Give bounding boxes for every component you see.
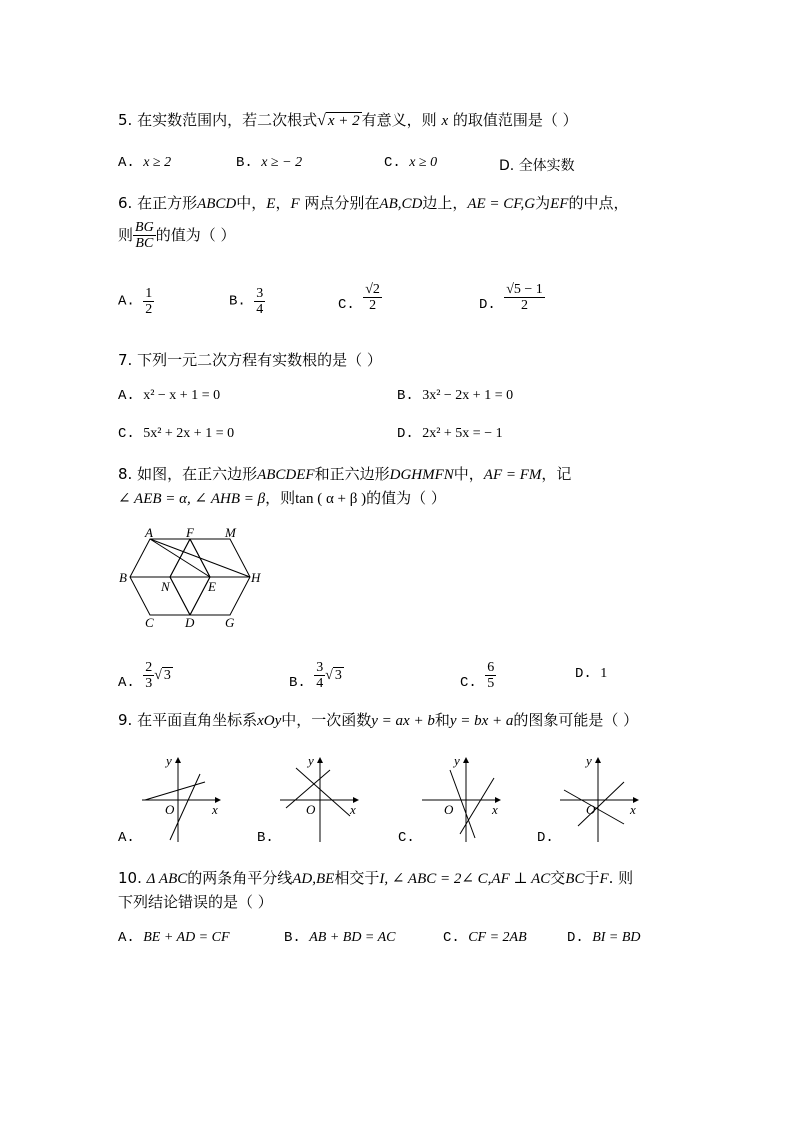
q6-frac-den: BC: [135, 236, 154, 251]
q8-option-b-label: B.: [289, 675, 306, 691]
label-f: F: [186, 525, 194, 540]
q5-option-d-label: D.: [499, 158, 515, 174]
q7-option-a-label: A.: [118, 388, 135, 404]
q6-option-a-den: 2: [145, 302, 153, 317]
y-label: y: [166, 753, 172, 768]
q6-square-name: ABCD: [197, 196, 237, 212]
q6-option-b[interactable]: [229, 286, 265, 317]
q8-stem-line2: [118, 488, 446, 509]
x-label: x: [212, 802, 218, 817]
q9-text-a: 9. 在平面直角坐标系: [118, 711, 258, 729]
q10-point-f: F: [599, 871, 609, 887]
q10-option-d-value: BI = BD: [592, 930, 641, 945]
label-b: B: [119, 570, 127, 585]
q9-graph-d: [558, 752, 648, 844]
q10-stem-line1: [118, 868, 633, 889]
q5-option-c-label: C.: [384, 155, 401, 171]
q10-option-c[interactable]: [443, 930, 527, 946]
q8-option-b-frac: [314, 660, 325, 691]
q9-graph-b: [278, 752, 368, 844]
q8-angles: ∠ AEB = α, ∠ AHB = β: [118, 491, 266, 507]
q6-point-f: F: [290, 196, 300, 212]
q10-option-a-value: BE + AD = CF: [143, 930, 230, 945]
q8-hexagon-figure: [110, 525, 270, 635]
q8-option-d[interactable]: [575, 666, 607, 682]
q6-option-b-label: B.: [229, 293, 246, 310]
q10-triangle: Δ ABC: [146, 871, 188, 887]
label-c: C: [145, 615, 154, 630]
q6-text-h: 的值为（ ）: [155, 226, 236, 244]
q9-text-c: 和: [434, 711, 450, 729]
q6-option-d-label: D.: [479, 297, 496, 313]
q5-radicand: x + 2: [327, 113, 360, 129]
segment-nd: [170, 577, 190, 615]
q8-text-e: ，则: [265, 489, 296, 507]
q8-option-c-label: C.: [460, 675, 477, 691]
label-m: M: [225, 525, 236, 540]
q10-option-c-value: CF = 2AB: [468, 930, 527, 945]
q7-option-d-label: D.: [397, 426, 414, 442]
q8-option-b-num: 3: [316, 660, 324, 675]
q7-stem: 7. 下列一元二次方程有实数根的是（ ）: [118, 351, 382, 369]
y-label: y: [308, 753, 314, 768]
q6-stem-line1: [118, 193, 628, 214]
q8-stem-line1: [118, 464, 571, 485]
q6-option-c-den: 2: [369, 298, 377, 313]
segment-de: [190, 577, 210, 615]
q6-condition: AE = CF,G: [467, 196, 536, 212]
line-2: [578, 782, 624, 826]
q6-option-d[interactable]: [479, 282, 545, 313]
q6-option-b-frac: [254, 286, 265, 317]
q8-text-a: 8. 如图，在正六边形: [118, 465, 258, 483]
q9-stem: [118, 710, 638, 731]
q8-text-b: 和正六边形: [314, 465, 390, 483]
label-a: A: [145, 525, 153, 540]
label-h: H: [251, 570, 261, 585]
q7-option-b[interactable]: [397, 388, 513, 404]
q10-text-b: 的两条角平分线: [187, 869, 293, 887]
q10-bisectors: AD,BE: [292, 871, 335, 887]
q10-stem-line2: 下列结论错误的是（ ）: [118, 893, 273, 911]
q10-option-b-label: B.: [284, 930, 301, 946]
q9-option-c[interactable]: C.: [398, 830, 415, 846]
line-2: [460, 778, 494, 834]
q6-option-d-num: √5 − 1: [506, 282, 543, 297]
label-e: E: [208, 579, 216, 594]
q6-option-d-frac: [504, 282, 545, 313]
q7-option-a-value: x² − x + 1 = 0: [143, 388, 221, 403]
q8-option-a-root: √ 3: [154, 668, 171, 684]
q5-stem: [118, 110, 578, 131]
q6-frac-num: BG: [135, 220, 154, 235]
q6-option-a-frac: [143, 286, 154, 317]
q6-text-a: 6. 在正方形: [118, 194, 198, 212]
origin-label: O: [306, 802, 316, 817]
line-2: [170, 774, 200, 840]
line-1: [450, 770, 475, 838]
y-label: y: [454, 753, 460, 768]
q9-function-1: y = ax + b: [371, 713, 435, 729]
q8-option-a-radicand: 3: [163, 668, 171, 684]
q5-option-a[interactable]: [118, 155, 171, 171]
q9-text-d: 的图象可能是（ ）: [513, 711, 639, 729]
q8-option-c[interactable]: [460, 660, 496, 691]
segment-nf: [170, 539, 190, 577]
q5-option-d[interactable]: [499, 155, 575, 175]
q8-option-c-num: 6: [487, 660, 495, 675]
q9-graph-a: [140, 752, 230, 844]
q6-text-f: 的中点，: [568, 194, 629, 212]
q10-text-a: 10.: [118, 869, 147, 887]
q5-option-a-value: x ≥ 2: [143, 155, 172, 170]
q6-option-c-frac: [363, 282, 382, 313]
q5-radical: √ x + 2: [317, 112, 360, 129]
q5-var: x: [441, 113, 449, 129]
q6-text-b: 中，: [236, 194, 267, 212]
q6-segment-ef: EF: [550, 196, 569, 212]
q6-text-g: 则: [118, 226, 134, 244]
q10-option-b-value: AB + BD = AC: [309, 930, 396, 945]
q6-stem-line2: [118, 220, 235, 251]
q6-fraction: [133, 220, 156, 251]
label-d: D: [185, 615, 195, 630]
q6-option-c-label: C.: [338, 297, 355, 313]
q10-option-d[interactable]: [567, 930, 641, 946]
q10-option-b[interactable]: [284, 930, 396, 946]
segment-fe: [190, 539, 210, 577]
q6-option-a[interactable]: [118, 286, 154, 317]
q9-text-b: 中，一次函数: [281, 711, 372, 729]
origin-label: O: [165, 802, 175, 817]
q8-option-d-label: D.: [575, 666, 592, 682]
q10-option-a-label: A.: [118, 930, 135, 946]
q8-option-c-frac: [485, 660, 496, 691]
q8-option-a-num: 2: [145, 660, 153, 675]
q6-option-a-num: 1: [145, 286, 153, 301]
q9-graph-c: [420, 752, 510, 844]
q9-function-2: y = bx + a: [449, 713, 514, 729]
q9-option-b[interactable]: B.: [257, 830, 274, 846]
q8-text-c: 中，: [453, 465, 484, 483]
q6-text-d: 边上，: [422, 194, 468, 212]
x-label: x: [350, 802, 356, 817]
label-g: G: [225, 615, 235, 630]
q6-option-a-label: A.: [118, 293, 135, 310]
q6-option-b-den: 4: [256, 302, 264, 317]
q5-option-d-value: 全体实数: [518, 158, 575, 174]
q7-option-b-value: 3x² − 2x + 1 = 0: [422, 388, 514, 403]
q8-option-b-radicand: 3: [334, 668, 342, 684]
line-1: [145, 782, 205, 800]
q7-option-b-label: B.: [397, 388, 414, 404]
origin-label: O: [444, 802, 454, 817]
q5-option-b-label: B.: [236, 155, 253, 171]
q5-option-c-value: x ≥ 0: [409, 155, 438, 170]
q6-option-d-den: 2: [521, 298, 529, 313]
q10-text-f: . 则: [608, 869, 634, 887]
q8-hexagon-1: ABCDEF: [257, 467, 315, 483]
q6-option-b-num: 3: [256, 286, 264, 301]
q6-option-c-num: √2: [365, 282, 380, 297]
q8-option-d-value: 1: [600, 666, 608, 681]
q9-coord-system: xOy: [257, 713, 282, 729]
q8-option-a-den: 3: [145, 676, 153, 691]
q8-tan: tan ( α + β ): [295, 491, 367, 507]
x-label: x: [492, 802, 498, 817]
q6-text-c: 两点分别在: [299, 194, 380, 212]
q5-option-b[interactable]: [236, 155, 302, 171]
q8-option-b-root: √ 3: [325, 668, 342, 684]
q10-text-c: 相交于: [334, 869, 380, 887]
q10-option-d-label: D.: [567, 930, 584, 946]
q6-option-c[interactable]: [338, 282, 382, 313]
q5-option-b-value: x ≥ − 2: [261, 155, 303, 170]
q5-option-c[interactable]: [384, 155, 437, 171]
q9-option-a[interactable]: A.: [118, 830, 135, 846]
q10-side-bc: BC: [565, 871, 585, 887]
q7-option-c[interactable]: [118, 426, 234, 442]
q7-option-c-value: 5x² + 2x + 1 = 0: [143, 426, 235, 441]
q9-option-d[interactable]: D.: [537, 830, 554, 846]
q6-sides: AB,CD: [379, 196, 423, 212]
q8-option-a-frac: [143, 660, 154, 691]
q8-text-f: 的值为（ ）: [366, 489, 446, 507]
q7-option-d[interactable]: [397, 426, 503, 442]
q8-option-b[interactable]: [289, 660, 344, 691]
q7-option-c-label: C.: [118, 426, 135, 442]
q10-condition: I, ∠ ABC = 2∠ C,AF ⊥ AC: [379, 871, 551, 887]
q5-suffix1: 有意义，则: [361, 111, 442, 129]
label-n: N: [161, 579, 170, 594]
q8-hexagon-2: DGHMFN: [389, 467, 454, 483]
q10-text-d: 交: [550, 869, 566, 887]
q8-condition: AF = FM: [483, 467, 542, 483]
q7-option-a[interactable]: [118, 388, 220, 404]
q8-option-b-den: 4: [316, 676, 324, 691]
q5-option-a-label: A.: [118, 155, 135, 171]
q5-prefix: 5. 在实数范围内，若二次根式: [118, 111, 318, 129]
q10-text-e: 于: [584, 869, 600, 887]
y-label: y: [586, 753, 592, 768]
q10-option-c-label: C.: [443, 930, 460, 946]
q8-option-a-label: A.: [118, 675, 135, 691]
q6-point-e: E: [266, 196, 276, 212]
q8-option-c-den: 5: [487, 676, 495, 691]
q10-option-a[interactable]: [118, 930, 230, 946]
q6-comma: ，: [275, 194, 291, 212]
origin-label: O: [586, 802, 596, 817]
q7-option-d-value: 2x² + 5x = − 1: [422, 426, 503, 441]
q5-suffix2: 的取值范围是（ ）: [448, 111, 578, 129]
q8-text-d: ，记: [541, 465, 572, 483]
q6-text-e: 为: [535, 194, 551, 212]
x-label: x: [630, 802, 636, 817]
q8-option-a[interactable]: [118, 660, 173, 691]
